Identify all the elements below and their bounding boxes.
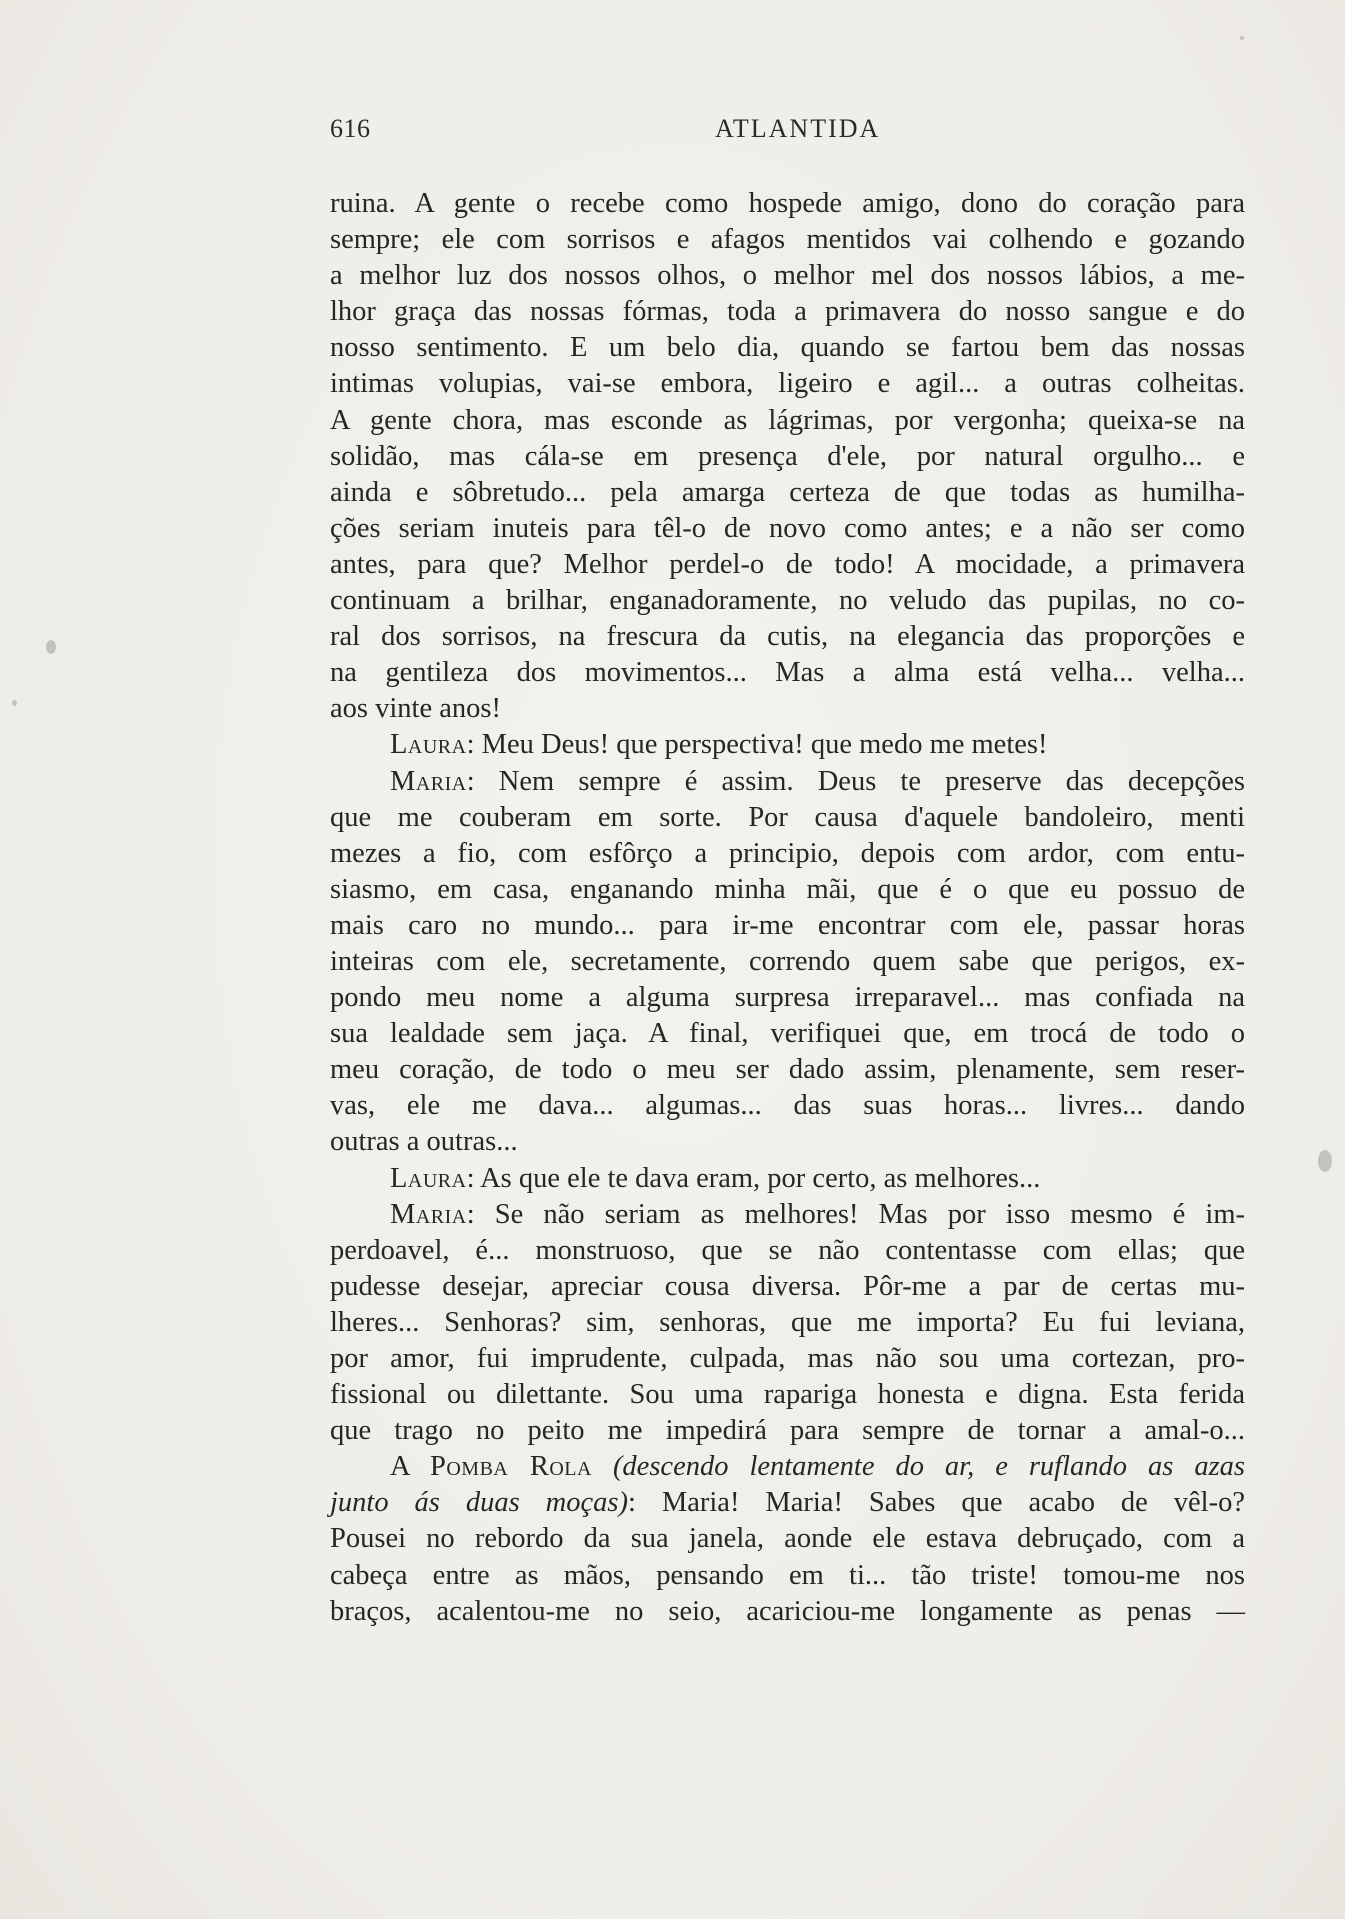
text-segment: antes, para que? Melhor perdel-o de todo! A mocidade, a primavera [330, 548, 1245, 580]
paper-speck [1240, 36, 1244, 40]
text-segment: A [390, 1451, 430, 1483]
text-segment: fissional ou dilettante. Sou uma rapariga honesta e digna. Esta ferida [330, 1379, 1245, 1411]
text-line [330, 1449, 1245, 1485]
text-line [330, 944, 1245, 980]
speaker-name: Laura [390, 1162, 467, 1194]
text-line [330, 1197, 1245, 1233]
text-line [330, 330, 1245, 366]
text-segment: ruina. A gente o recebe como hospede amigo, dono do coração para [330, 188, 1245, 219]
text-segment: na gentileza dos movimentos... Mas a alma está velha... velha... [330, 657, 1245, 689]
text-line [330, 1305, 1245, 1341]
text-segment: sempre; ele com sorrisos e afagos mentidos vai colhendo e gozando [330, 224, 1245, 256]
text-line [330, 366, 1245, 402]
text-segment: : Maria! Maria! Sabes que acabo de vêl-o? [628, 1487, 1245, 1519]
text-segment: solidão, mas cála-se em presença d'ele, por natural orgulho... e [330, 440, 1245, 472]
text-line [330, 1233, 1245, 1269]
text-line [330, 186, 1245, 222]
page-header [330, 114, 1000, 154]
text-segment: braços, acalentou-me no seio, acariciou-me longamente as penas — [330, 1595, 1245, 1627]
text-line [330, 403, 1245, 439]
text-segment: Pousei no rebordo da sua janela, aonde ele estava debruçado, com a [330, 1523, 1245, 1555]
text-segment: por amor, fui imprudente, culpada, mas não sou uma cortezan, pro- [330, 1343, 1245, 1374]
stage-direction: junto ás duas moças) [330, 1487, 628, 1519]
text-segment: : Meu Deus! que perspectiva! que medo me metes! [466, 729, 1048, 761]
text-segment: pudesse desejar, apreciar cousa diversa. Pôr-me a par de certas mu- [330, 1270, 1245, 1302]
text-segment: ral dos sorrisos, na frescura da cutis, na elegancia das proporções e [330, 621, 1245, 653]
speaker-name: Laura [390, 729, 467, 761]
text-segment: inteiras com ele, secretamente, correndo quem sabe que perigos, ex- [330, 945, 1245, 977]
text-segment: ainda e sôbretudo... pela amarga certeza de que todas as humilha- [330, 476, 1245, 508]
text-segment: cabeça entre as mãos, pensando em ti... tão triste! tomou-me nos [330, 1559, 1245, 1591]
text-line [330, 1485, 1245, 1521]
text-line [330, 1558, 1245, 1594]
text-line [330, 439, 1245, 475]
text-segment: lhor graça das nossas fórmas, toda a primavera do nosso sangue e do [330, 296, 1245, 328]
text-segment: aos vinte anos! [330, 693, 501, 725]
text-line [330, 872, 1245, 908]
text-segment: siasmo, em casa, enganando minha mãi, que é o que eu possuo de [330, 873, 1245, 905]
text-segment: : Se não seriam as melhores! Mas por isso mesmo é im- [466, 1198, 1245, 1230]
running-title: ATLANTIDA [715, 114, 881, 143]
text-segment: : Nem sempre é assim. Deus te preserve das decepções [466, 765, 1245, 797]
text-segment: intimas volupias, vai-se embora, ligeiro e agil... a outras colheitas. [330, 368, 1245, 400]
stage-direction: (descendo lentamente do ar, e ruflando as azas [612, 1451, 1245, 1483]
text-line [330, 1377, 1245, 1413]
text-segment: a melhor luz dos nossos olhos, o melhor mel dos nossos lábios, a me- [330, 260, 1245, 292]
text-line [330, 691, 1245, 727]
text-segment: pondo meu nome a alguma surpresa irreparavel... mas confiada na [330, 982, 1245, 1014]
text-segment: sua lealdade sem jaça. A final, verifiquei que, em trocá de todo o [330, 1018, 1245, 1050]
text-segment: meu coração, de todo o meu ser dado assim, plenamente, sem reser- [330, 1054, 1245, 1086]
text-line [330, 1413, 1245, 1449]
text-segment: outras a outras... [330, 1126, 518, 1158]
text-line [330, 1052, 1245, 1088]
text-segment: nosso sentimento. E um belo dia, quando se fartou bem das nossas [330, 332, 1245, 364]
text-line [330, 1269, 1245, 1305]
text-line [330, 475, 1245, 511]
text-line [330, 547, 1245, 583]
text-line [330, 1161, 1245, 1197]
text-segment: mais caro no mundo... para ir-me encontrar com ele, passar horas [330, 909, 1245, 941]
text-line [330, 1521, 1245, 1557]
text-line [330, 727, 1245, 763]
text-line [330, 1594, 1245, 1630]
text-segment: que me couberam em sorte. Por causa d'aquele bandoleiro, menti [330, 801, 1245, 833]
text-segment: que trago no peito me impedirá para sempre de tornar a amal-o... [330, 1415, 1245, 1447]
page-number: 616 [330, 114, 371, 143]
text-line [330, 583, 1245, 619]
text-line [330, 1124, 1245, 1160]
text-line [330, 655, 1245, 691]
text-segment: vas, ele me dava... algumas... das suas horas... livres... dando [330, 1090, 1245, 1122]
text-segment: : As que ele te dava eram, por certo, as melhores... [466, 1162, 1041, 1194]
text-line [330, 836, 1245, 872]
speaker-name: Pomba Rola [430, 1451, 592, 1483]
text-segment: lheres... Senhoras? sim, senhoras, que me importa? Eu fui leviana, [330, 1306, 1245, 1338]
text-line [330, 764, 1245, 800]
text-segment: continuam a brilhar, enganadoramente, no veludo das pupilas, no co- [330, 585, 1245, 617]
text-line [330, 511, 1245, 547]
text-line [330, 294, 1245, 330]
body-text [330, 186, 1245, 1630]
text-segment: perdoavel, é... monstruoso, que se não contentasse com ellas; que [330, 1234, 1245, 1266]
paper-speck [1318, 1150, 1332, 1172]
text-segment: ções seriam inuteis para têl-o de novo como antes; e a não ser como [330, 512, 1245, 544]
text-line [330, 908, 1245, 944]
text-line [330, 619, 1245, 655]
paper-speck [12, 700, 17, 706]
paper-speck [46, 640, 56, 654]
text-segment: mezes a fio, com esfôrço a principio, depois com ardor, com entu- [330, 837, 1245, 869]
speaker-name: Maria [390, 765, 467, 797]
text-line [330, 980, 1245, 1016]
text-line [330, 800, 1245, 836]
text-line [330, 1088, 1245, 1124]
text-line [330, 1016, 1245, 1052]
text-line [330, 1341, 1245, 1377]
text-segment [592, 1451, 613, 1482]
text-line [330, 258, 1245, 294]
text-line [330, 222, 1245, 258]
text-segment: A gente chora, mas esconde as lágrimas, por vergonha; queixa-se na [330, 404, 1245, 436]
speaker-name: Maria [390, 1198, 467, 1230]
